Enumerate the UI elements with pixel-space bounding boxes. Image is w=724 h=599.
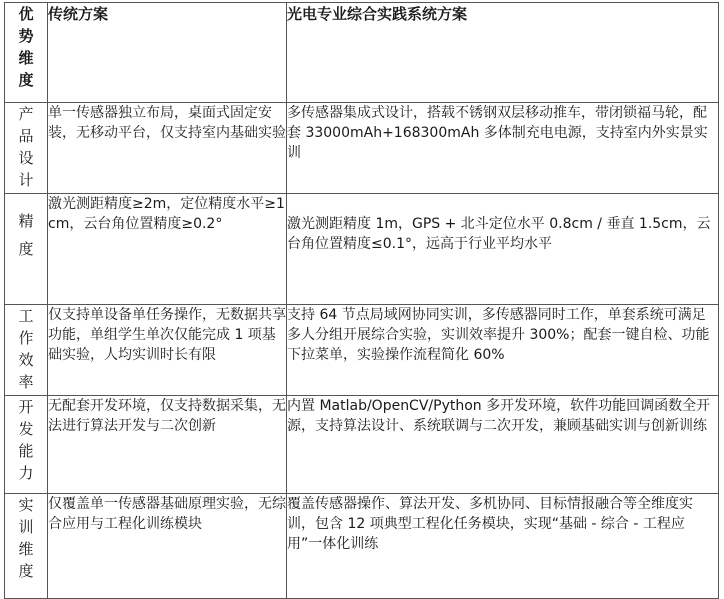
header-dimension-char: 优 xyxy=(18,5,34,23)
optoelectronic-cell: 覆盖传感器操作、算法开发、多机协同、目标情报融合等全维度实训，包含 12 项典型工程化任务模块，实现“基础 - 综合 - 工程应用”一体化训练 xyxy=(287,494,719,599)
table-row xyxy=(5,305,719,396)
table-row xyxy=(5,396,719,494)
optoelectronic-cell: 支持 64 节点局域网协同实训，多传感器同时工作，单套系统可满足多人分组开展综合实验，实训效率提升 300%；配套一键自检、功能下拉菜单，实验操作流程简化 60% xyxy=(287,305,719,396)
comparison-table xyxy=(4,2,719,599)
row-dimension-char: 效 xyxy=(18,351,34,369)
row-dimension-char: 维 xyxy=(18,540,34,558)
row-dimension-char: 力 xyxy=(18,464,34,482)
header-row xyxy=(5,3,719,103)
optoelectronic-cell: 多传感器集成式设计，搭载不锈钢双层移动推车，带闭锁福马轮，配套 33000mAh+168300mAh 多体制充电电源，支持室内外实景实训 xyxy=(287,103,719,194)
traditional-cell: 单一传感器独立布局，桌面式固定安装，无移动平台，仅支持室内基础实验 xyxy=(48,103,287,194)
row-dimension-char: 工 xyxy=(18,307,34,325)
row-dimension-char: 实 xyxy=(18,496,34,514)
traditional-cell: 无配套开发环境，仅支持数据采集，无法进行算法开发与二次创新 xyxy=(48,396,287,494)
header-dimension-cell xyxy=(5,3,48,103)
header-dimension-char: 维 xyxy=(18,49,34,67)
row-dimension-char: 开 xyxy=(18,398,34,416)
row-dimension-char: 精 xyxy=(18,212,34,230)
row-dimension-char: 计 xyxy=(18,171,34,189)
traditional-cell: 仅支持单设备单任务操作，无数据共享功能，单组学生单次仅能完成 1 项基础实验，人均实训时长有限 xyxy=(48,305,287,396)
row-dimension-char: 率 xyxy=(18,373,34,391)
table-row xyxy=(5,494,719,599)
table-row xyxy=(5,103,719,194)
row-dimension-cell xyxy=(5,305,48,396)
optoelectronic-cell: 激光测距精度 1m，GPS + 北斗定位水平 0.8cm / 垂直 1.5cm，云台角位置精度≤0.1°，远高于行业平均水平 xyxy=(287,194,719,305)
header-traditional: 传统方案 xyxy=(48,3,287,103)
table-row xyxy=(5,194,719,305)
row-dimension-char: 发 xyxy=(18,420,34,438)
row-dimension-cell xyxy=(5,194,48,305)
optoelectronic-cell: 内置 Matlab/OpenCV/Python 多开发环境，软件功能回调函数全开源，支持算法设计、系统联调与二次开发，兼顾基础实训与创新训练 xyxy=(287,396,719,494)
row-dimension-char: 度 xyxy=(18,240,34,258)
traditional-cell: 仅覆盖单一传感器基础原理实验，无综合应用与工程化训练模块 xyxy=(48,494,287,599)
row-dimension-char: 产 xyxy=(18,105,34,123)
row-dimension-char: 能 xyxy=(18,442,34,460)
row-dimension-char: 度 xyxy=(18,562,34,580)
traditional-cell: 激光测距精度≥2m，定位精度水平≥1cm，云台角位置精度≥0.2° xyxy=(48,194,287,305)
row-dimension-char: 设 xyxy=(18,149,34,167)
row-dimension-cell xyxy=(5,494,48,599)
row-dimension-char: 训 xyxy=(18,518,34,536)
row-dimension-char: 作 xyxy=(18,329,34,347)
row-dimension-char: 品 xyxy=(18,127,34,145)
row-dimension-cell xyxy=(5,396,48,494)
row-dimension-cell xyxy=(5,103,48,194)
header-dimension-char: 势 xyxy=(18,27,34,45)
header-optoelectronic: 光电专业综合实践系统方案 xyxy=(287,3,719,103)
header-dimension-char: 度 xyxy=(18,71,34,89)
